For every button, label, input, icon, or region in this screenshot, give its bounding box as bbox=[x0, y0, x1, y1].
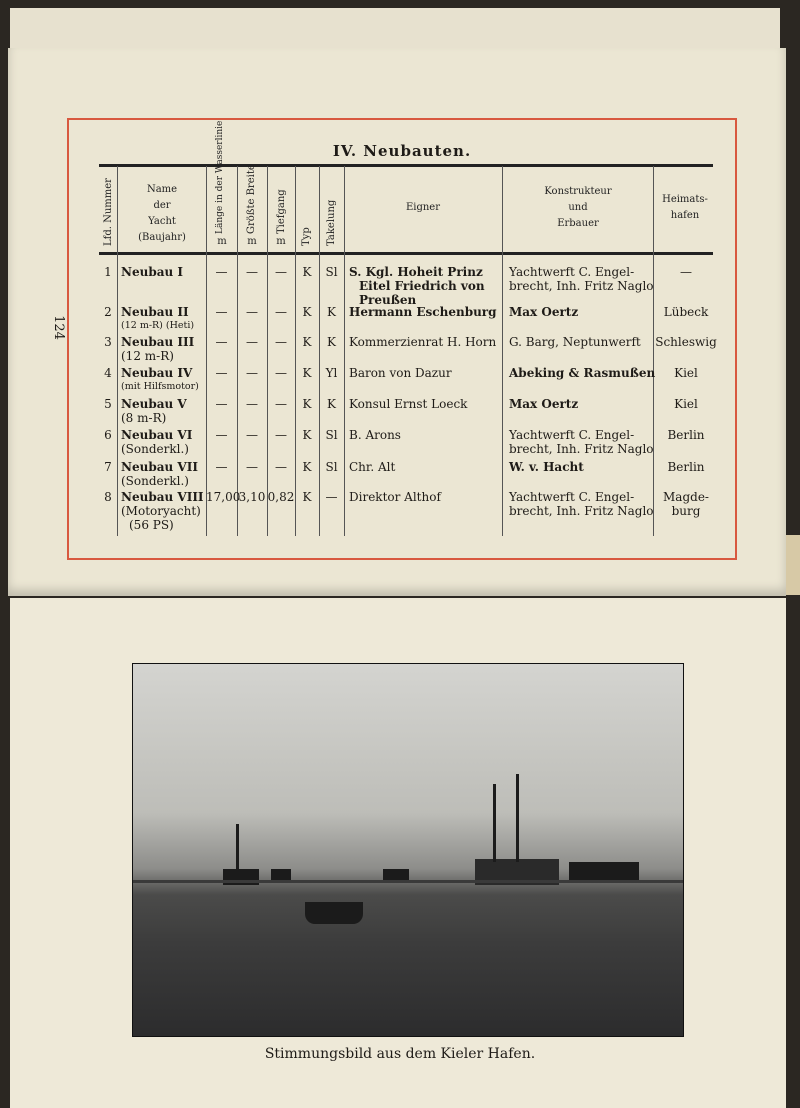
cell-nr: 8 bbox=[104, 490, 112, 504]
ship-mast bbox=[516, 774, 519, 862]
cell-sub: (12 m-R) (Heti) bbox=[121, 320, 195, 331]
header-rule-bottom bbox=[99, 252, 713, 255]
cell-breite: — bbox=[246, 428, 258, 442]
page-number: 124 bbox=[50, 315, 66, 340]
header-name: Name der Yacht (Baujahr) bbox=[138, 184, 186, 243]
cell-tiefgang: — bbox=[275, 335, 287, 349]
cell-laenge: 17,00 bbox=[206, 490, 241, 504]
cell-nr: 2 bbox=[104, 305, 112, 319]
cell-erbauer_l1: W. v. Hacht bbox=[509, 460, 584, 474]
cell-laenge: — bbox=[215, 335, 228, 349]
cell-erbauer_l2: brecht, Inh. Fritz Naglo bbox=[509, 442, 654, 456]
photo-caption: Stimmungsbild aus dem Kieler Hafen. bbox=[264, 1046, 536, 1062]
cell-breite: — bbox=[246, 305, 258, 319]
cell-erbauer_l2: brecht, Inh. Fritz Naglo bbox=[509, 279, 654, 293]
cell-breite: — bbox=[246, 335, 258, 349]
header-takelung: Takelung bbox=[326, 199, 337, 246]
cell-erbauer_l1: Max Oertz bbox=[509, 305, 579, 319]
ship bbox=[569, 862, 639, 880]
cell-takelung: K bbox=[327, 305, 336, 319]
cell-breite: — bbox=[246, 265, 258, 279]
unit-laenge: m bbox=[217, 236, 227, 247]
cell-sub: (8 m-R) bbox=[121, 411, 167, 425]
cell-sub: (mit Hilfsmotor) bbox=[121, 381, 199, 392]
cell-breite: — bbox=[246, 397, 258, 411]
cell-sub: (Sonderkl.) bbox=[121, 442, 189, 456]
cell-typ: K bbox=[302, 265, 312, 279]
cell-name: Neubau VII bbox=[121, 460, 198, 474]
cell-tiefgang: — bbox=[275, 366, 287, 380]
cell-hafen_l1: — bbox=[680, 265, 692, 279]
small-boat bbox=[305, 902, 363, 924]
cell-hafen_l1: Magde- bbox=[663, 490, 709, 504]
cell-typ: K bbox=[302, 335, 312, 349]
col-divider bbox=[344, 166, 345, 536]
cell-breite: — bbox=[246, 366, 258, 380]
cell-eigner_l1: B. Arons bbox=[349, 428, 401, 442]
ship-mast bbox=[236, 824, 239, 872]
cell-typ: K bbox=[302, 366, 312, 380]
cell-name: Neubau VIII bbox=[121, 490, 204, 504]
cell-breite: 3,10 bbox=[238, 490, 266, 504]
cell-name: Neubau V bbox=[121, 397, 187, 411]
cell-nr: 6 bbox=[104, 428, 112, 442]
cell-typ: K bbox=[302, 490, 312, 504]
cell-tiefgang: — bbox=[275, 265, 287, 279]
table-title: IV. Neubauten. bbox=[332, 142, 472, 160]
cell-eigner_l1: S. Kgl. Hoheit Prinz bbox=[349, 265, 483, 279]
cell-name: Neubau IV bbox=[121, 366, 193, 380]
cell-eigner_l1: Direktor Althof bbox=[349, 490, 441, 504]
cell-nr: 7 bbox=[104, 460, 112, 474]
cell-erbauer_l1: Yachtwerft C. Engel- bbox=[509, 490, 635, 504]
page-tab bbox=[786, 535, 800, 595]
cell-laenge: — bbox=[215, 397, 228, 411]
cell-takelung: K bbox=[327, 335, 336, 349]
header-breite: Größte Breite bbox=[246, 164, 257, 234]
cell-tiefgang: — bbox=[275, 428, 287, 442]
header-typ: Typ bbox=[301, 227, 312, 246]
harbor-photo bbox=[132, 663, 684, 1037]
cell-takelung: Yl bbox=[325, 366, 338, 380]
cell-hafen_l2: burg bbox=[671, 504, 701, 518]
cell-sub: (Motoryacht) bbox=[121, 504, 201, 518]
cell-hafen_l1: Schleswig bbox=[655, 335, 717, 349]
cell-breite: — bbox=[246, 460, 258, 474]
ship-mast bbox=[493, 784, 496, 862]
unit-tiefgang: m bbox=[276, 236, 286, 247]
cell-eigner_l1: Baron von Dazur bbox=[349, 366, 452, 380]
cell-takelung: K bbox=[327, 397, 336, 411]
cell-name: Neubau I bbox=[121, 265, 184, 279]
cell-takelung: Sl bbox=[325, 460, 338, 474]
shoreline bbox=[133, 880, 683, 883]
cell-tiefgang: 0,82 bbox=[267, 490, 295, 504]
cell-laenge: — bbox=[215, 460, 228, 474]
cell-hafen_l1: Lübeck bbox=[663, 305, 709, 319]
cell-eigner_l2: Eitel Friedrich von bbox=[359, 279, 485, 293]
header-rule-top bbox=[99, 164, 713, 167]
col-divider bbox=[319, 166, 320, 536]
cell-takelung: Sl bbox=[325, 265, 338, 279]
cell-laenge: — bbox=[215, 305, 228, 319]
cell-tiefgang: — bbox=[275, 460, 287, 474]
cell-sub: (12 m-R) bbox=[121, 349, 174, 363]
cell-eigner_l1: Hermann Eschenburg bbox=[349, 305, 497, 319]
cell-takelung: — bbox=[325, 490, 338, 504]
cell-laenge: — bbox=[215, 265, 228, 279]
col-divider bbox=[237, 166, 238, 536]
cell-nr: 5 bbox=[104, 397, 112, 411]
header-konstrukteur: Konstrukteur und Erbauer bbox=[544, 186, 612, 229]
col-divider bbox=[117, 166, 118, 536]
cell-hafen_l1: Berlin bbox=[667, 460, 705, 474]
header-eigner: Eigner bbox=[405, 202, 441, 213]
cell-erbauer_l1: G. Barg, Neptunwerft bbox=[509, 335, 641, 349]
cell-nr: 1 bbox=[104, 265, 112, 279]
cell-laenge: — bbox=[215, 366, 228, 380]
cell-tiefgang: — bbox=[275, 397, 287, 411]
cell-typ: K bbox=[302, 460, 312, 474]
cell-erbauer_l1: Abeking & Rasmußen bbox=[509, 366, 656, 380]
cell-name: Neubau VI bbox=[121, 428, 193, 442]
header-tiefgang: Tiefgang bbox=[276, 189, 287, 234]
cell-eigner_l1: Kommerzienrat H. Horn bbox=[349, 335, 497, 349]
cell-eigner_l3: Preußen bbox=[359, 293, 417, 307]
cell-nr: 4 bbox=[104, 366, 112, 380]
cell-tiefgang: — bbox=[275, 305, 287, 319]
cell-eigner_l1: Konsul Ernst Loeck bbox=[349, 397, 468, 411]
header-nr: Lfd. Nummer bbox=[103, 178, 114, 246]
cell-hafen_l1: Kiel bbox=[674, 366, 698, 380]
cell-typ: K bbox=[302, 428, 312, 442]
cell-name: Neubau II bbox=[121, 305, 189, 319]
cell-typ: K bbox=[302, 397, 312, 411]
header-laenge: Länge in der Wasserlinie bbox=[215, 120, 225, 234]
col-divider bbox=[267, 166, 268, 536]
cell-erbauer_l1: Yachtwerft C. Engel- bbox=[509, 428, 635, 442]
cell-name: Neubau III bbox=[121, 335, 195, 349]
cell-eigner_l1: Chr. Alt bbox=[349, 460, 396, 474]
cell-erbauer_l1: Max Oertz bbox=[509, 397, 579, 411]
cell-sub2: (56 PS) bbox=[129, 518, 174, 532]
cell-typ: K bbox=[302, 305, 312, 319]
col-divider bbox=[206, 166, 207, 536]
cell-laenge: — bbox=[215, 428, 228, 442]
col-divider bbox=[295, 166, 296, 536]
cell-takelung: Sl bbox=[325, 428, 338, 442]
header-hafen: Heimats- hafen bbox=[662, 194, 708, 221]
cell-sub: (Sonderkl.) bbox=[121, 474, 189, 488]
cell-erbauer_l2: brecht, Inh. Fritz Naglo bbox=[509, 504, 654, 518]
cell-nr: 3 bbox=[104, 335, 112, 349]
unit-breite: m bbox=[247, 236, 257, 247]
cell-hafen_l1: Kiel bbox=[674, 397, 698, 411]
table-frame bbox=[67, 118, 737, 560]
cell-hafen_l1: Berlin bbox=[667, 428, 705, 442]
cell-erbauer_l1: Yachtwerft C. Engel- bbox=[509, 265, 635, 279]
page-stack-edge bbox=[10, 8, 780, 50]
